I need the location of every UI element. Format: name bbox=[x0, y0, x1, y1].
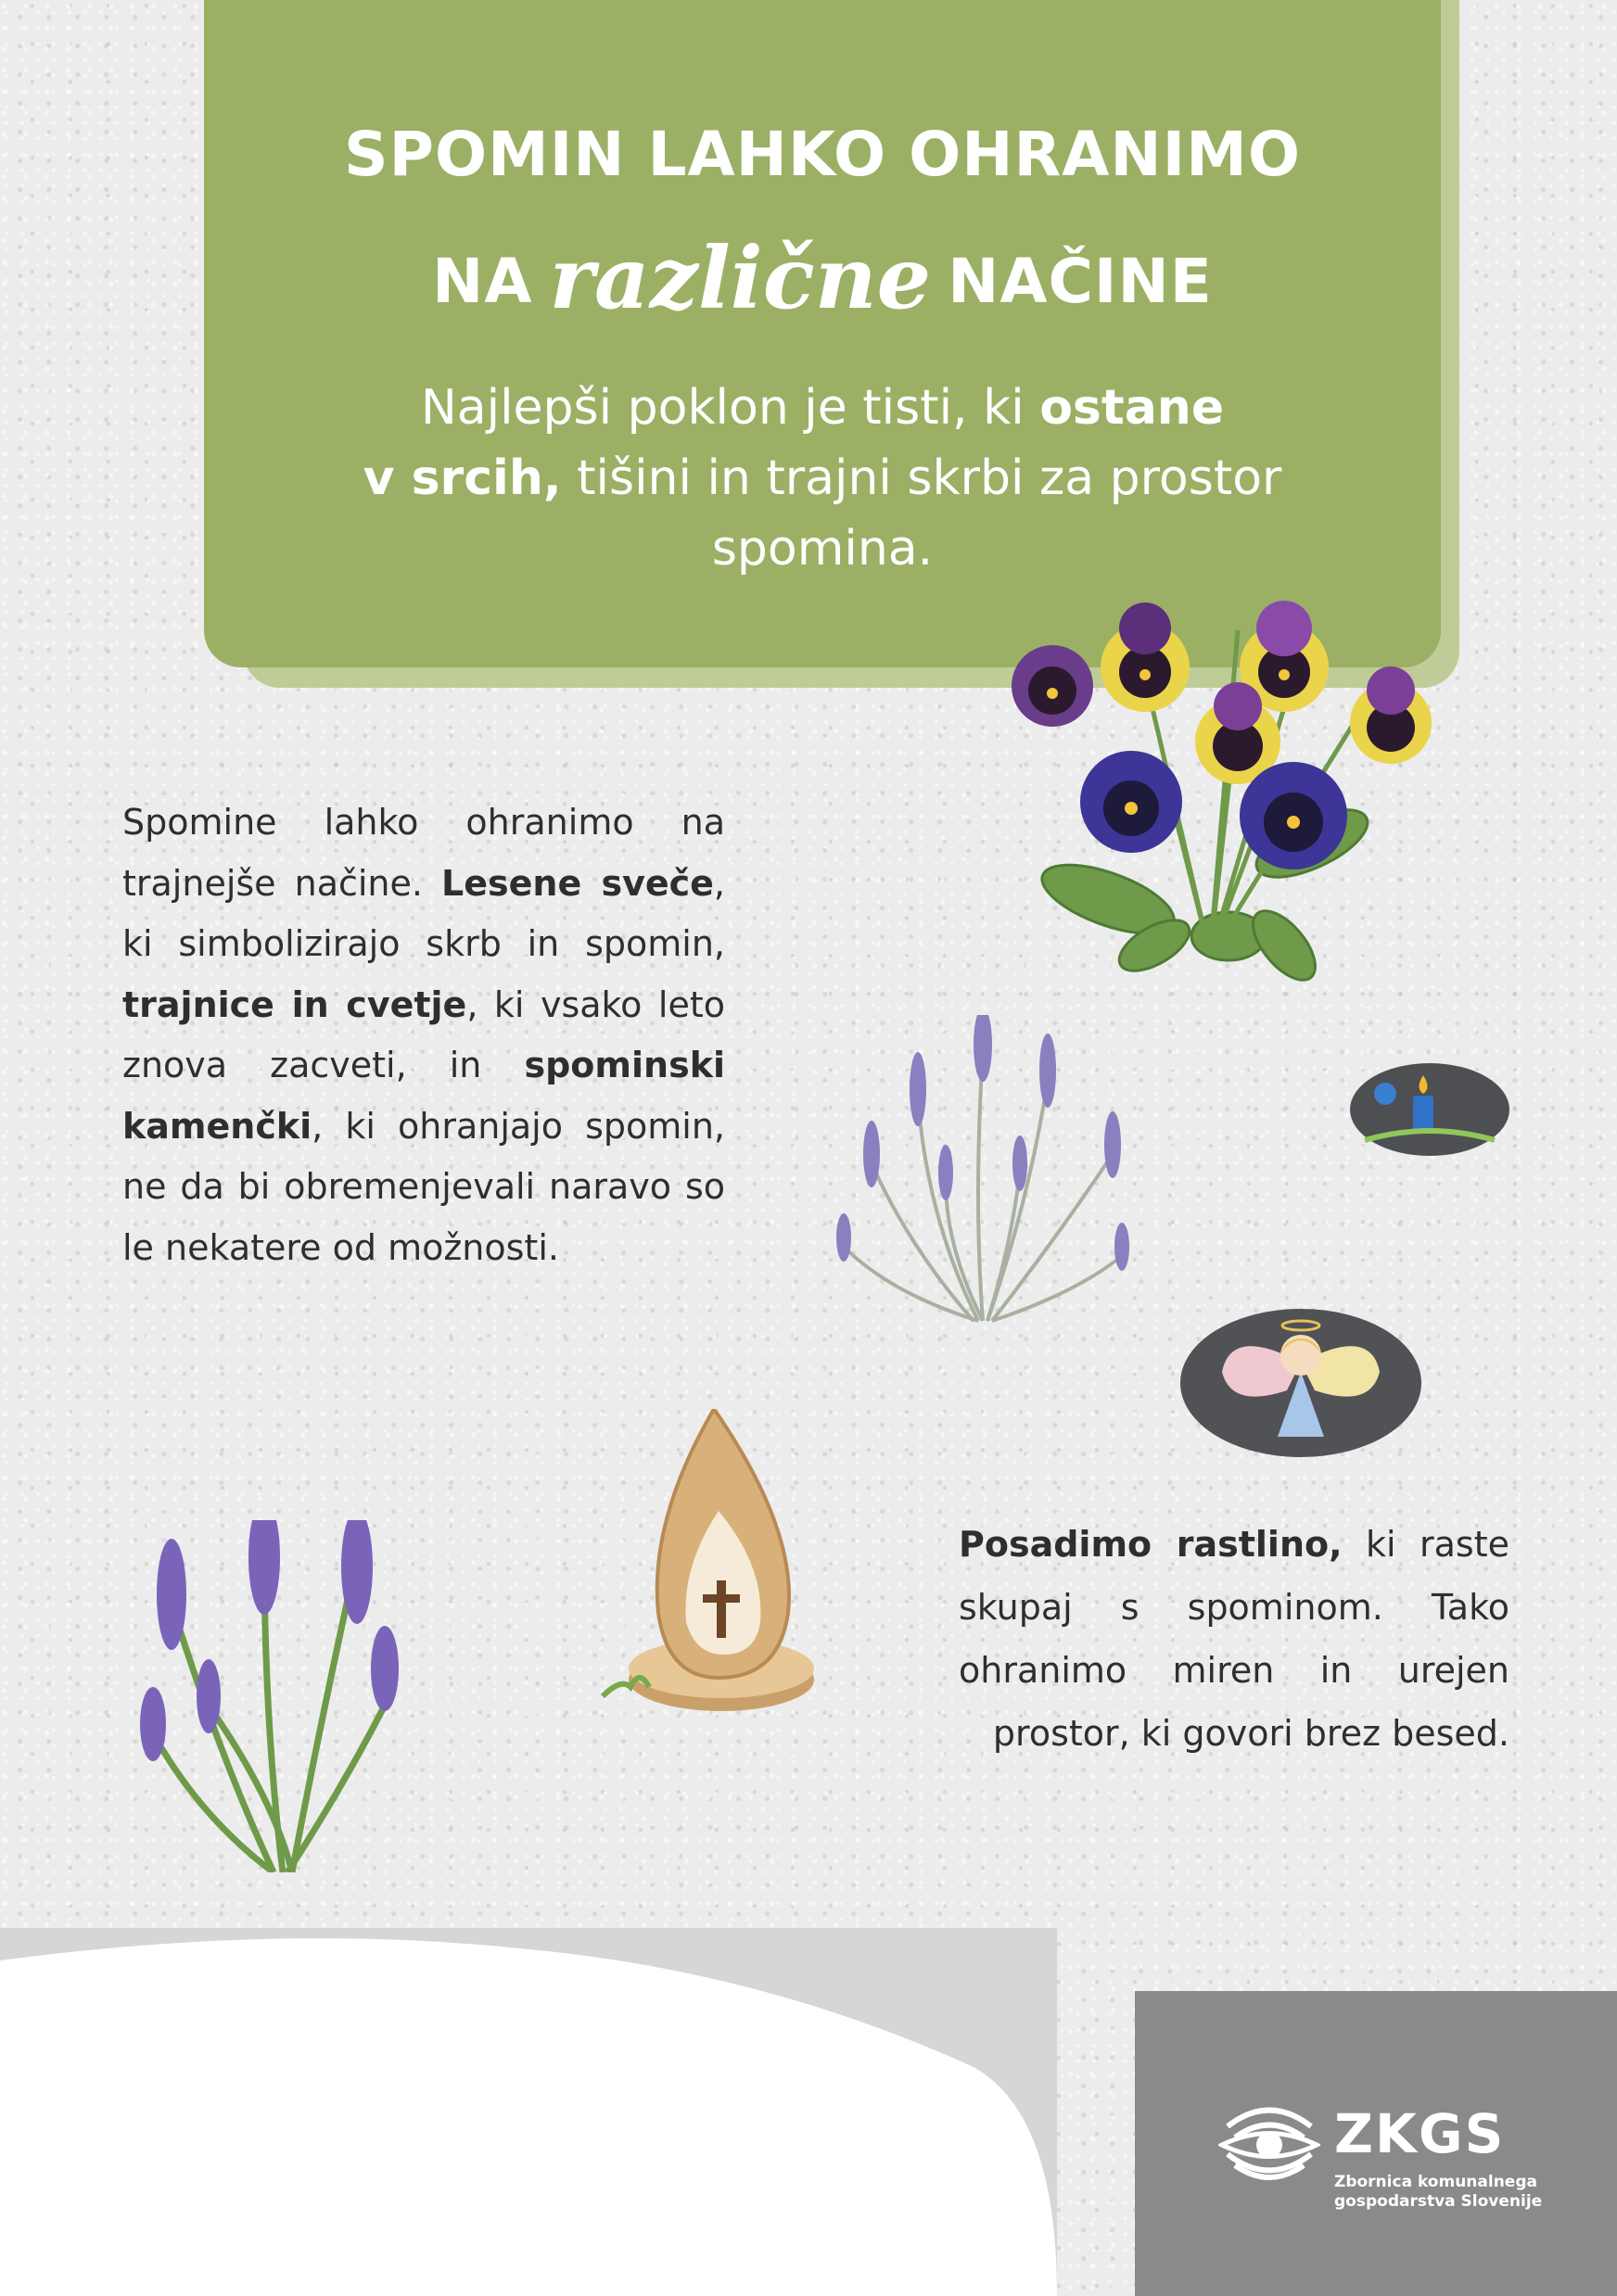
left-text-1: Spomine lahko ohranimo na trajnejše načine. bbox=[122, 802, 725, 904]
logo-box bbox=[1135, 1991, 1617, 2296]
bottom-white-area bbox=[0, 1928, 1057, 2296]
left-bold-1: Lesene sveče bbox=[441, 862, 714, 904]
left-text-3: , ki vsako leto znova zacveti, in bbox=[122, 983, 725, 1085]
left-bold-3: spominski kamenčki bbox=[122, 1045, 725, 1147]
subtitle-bold-1: ostane bbox=[1039, 380, 1225, 436]
wooden-candle-icon bbox=[593, 1409, 825, 1743]
right-text-1: ki raste skupaj s spominom. Tako ohranimo miren in urejen prostor, ki govori brez besed. bbox=[959, 1524, 1509, 1754]
zkgs-logo-icon bbox=[1218, 2089, 1320, 2191]
header-subtitle bbox=[334, 373, 1311, 584]
lavender-sprigs-icon bbox=[134, 1520, 413, 1872]
left-text-2: , ki simbolizirajo skrb in spomin, bbox=[122, 862, 725, 964]
logo-name: ZKGS bbox=[1334, 2102, 1506, 2165]
title-word-nacine: NAČINE bbox=[948, 246, 1213, 317]
page-title-line1: SPOMIN LAHKO OHRANIMO bbox=[344, 119, 1301, 190]
left-text-4: , ki ohranjajo spomin, ne da bi obremenjevali naravo so le nekatere od možnosti. bbox=[122, 1105, 725, 1268]
title-script-word: različne bbox=[549, 228, 932, 328]
right-bold-1: Posadimo rastlino, bbox=[959, 1524, 1343, 1565]
subtitle-text-1: Najlepši poklon je tisti, ki bbox=[420, 380, 1025, 436]
logo-subtitle bbox=[1334, 2173, 1542, 2212]
page-title-line2 bbox=[204, 222, 1441, 328]
pansy-flowers-icon bbox=[1006, 565, 1451, 992]
left-bold-2: trajnice in cvetje bbox=[122, 983, 467, 1025]
lavender-bush-icon bbox=[816, 1015, 1150, 1330]
angel-stone-icon bbox=[1176, 1298, 1426, 1460]
right-paragraph bbox=[959, 1513, 1509, 1765]
title-word-na: NA bbox=[432, 246, 533, 317]
left-paragraph bbox=[122, 793, 725, 1278]
candle-stone-icon bbox=[1346, 1057, 1513, 1159]
logo-sub-line2: gospodarstva Slovenije bbox=[1334, 2192, 1543, 2211]
subtitle-bold-2: v srcih, bbox=[363, 450, 562, 506]
logo-sub-line1: Zbornica komunalnega bbox=[1334, 2173, 1537, 2191]
subtitle-text-2: tišini in trajni skrbi za prostor spomina. bbox=[577, 450, 1282, 577]
